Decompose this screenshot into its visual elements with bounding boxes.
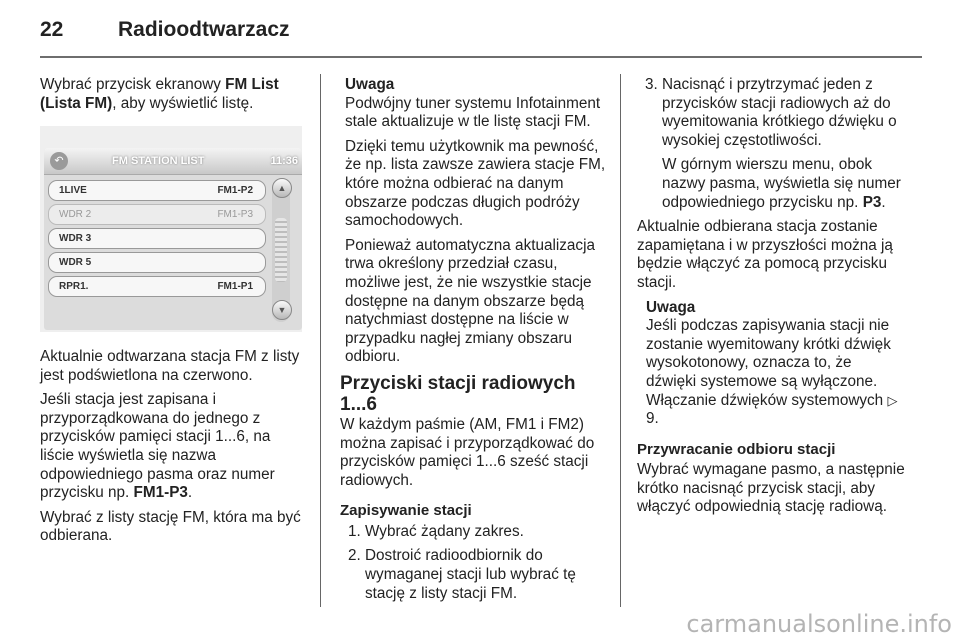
column-3	[637, 76, 905, 523]
fm-station-list-screenshot	[40, 126, 302, 332]
station-row: WDR 3	[48, 228, 266, 249]
station-row: WDR 5	[48, 252, 266, 273]
note-box	[345, 76, 608, 367]
back-icon: ↶	[50, 152, 68, 170]
paragraph-fm-list: Wybrać przycisk ekranowy FM List (Lista FM), aby wyświetlić listę.	[40, 76, 279, 112]
list-item-detail: W górnym wierszu menu, obok nazwy pasma, wyświetla się numer odpowiedniego przycisku np. P3.	[662, 156, 901, 211]
subsection-paragraph: Wybrać wymagane pasmo, a następnie krótko nacisnąć przycisk stacji, aby włączyć odpowiednią stację radiową.	[637, 461, 905, 516]
list-item: 2. Dostroić radioodbiornik do wymaganej stacji lub wybrać tę stację z listy stacji FM.	[348, 547, 576, 602]
note-paragraph: Ponieważ automatyczna aktualizacja trwa określony przedział czasu, możliwe jest, że nie wszystkie stacje dostępne na danym obszarze będą natychmiast dostępne na liście w przypadku nagłej zmiany obszaru odbioru.	[345, 236, 595, 366]
list-item: 1. Wybrać żądany zakres.	[348, 522, 524, 540]
list-item: 3. Nacisnąć i przytrzymać jeden z przycisków stacji radiowych aż do wyemitowania krótkiego dźwięku o wysokiej częstotliwości. W górnym wierszu menu, obok nazwy pasma, wyświetla się numer odpowiedniego przycisku np. P3.	[637, 76, 905, 212]
chapter-title: Radioodtwarzacz	[118, 18, 290, 41]
note-paragraph: Jeśli podczas zapisywania stacji nie zostanie wyemitowany krótki dźwięk wysokotonowy, oznacza to, że dźwięki systemowe są wyłączone. Włączanie dźwięków systemowych ▷ 9.	[646, 317, 898, 428]
preset-ref: FM1-P3	[133, 484, 188, 502]
fm-list-button-ref: FM List (Lista FM)	[40, 76, 279, 112]
screen-clock: 11:36	[270, 155, 298, 167]
radio-screen	[44, 148, 302, 330]
station-row: 1LIVE FM1-P2	[48, 180, 266, 201]
column-2	[340, 76, 608, 609]
note-title: Uwaga	[345, 76, 395, 93]
paragraph-stored-station: Aktualnie odbierana stacja zostanie zapamiętana i w przyszłości można ją będzie włączyć za pomocą przycisku stacji.	[637, 218, 893, 291]
preset-ref: P3	[862, 193, 882, 211]
header-rule	[40, 56, 922, 58]
column-divider-2	[620, 74, 621, 607]
watermark: carmanualsonline.info	[686, 610, 952, 638]
note-paragraph: Dzięki temu użytkownik ma pewność, że np. lista zawsze zawiera stacje FM, które można odbierać na danym obszarze podczas długich podróży samochodowych.	[345, 137, 606, 230]
paragraph-stored: Jeśli stacja jest zapisana i przyporządkowana do jednego z przycisków pamięci stacji 1...6, na liście wyświetla się nazwa odpowiedniego pasma oraz numer przycisku np. FM1-P3.	[40, 391, 275, 502]
paragraph-highlight: Aktualnie odtwarzana stacja FM z listy jest podświetlona na czerwono.	[40, 348, 300, 384]
note-paragraph: Podwójny tuner systemu Infotainment stale aktualizuje w tle listę stacji FM.	[345, 94, 601, 131]
steps-list	[340, 523, 608, 603]
scroll-up-icon: ▲	[272, 178, 292, 198]
paragraph-select: Wybrać z listy stację FM, która ma być odbierana.	[40, 508, 301, 545]
subsection-heading: Przywracanie odbioru stacji	[637, 440, 836, 458]
page-ref-icon: ▷	[887, 392, 898, 408]
scrollbar-thumb	[275, 218, 287, 282]
station-row: WDR 2 FM1-P3	[48, 204, 266, 225]
page-header	[40, 18, 290, 42]
column-1-lower	[40, 348, 308, 552]
subsection-heading: Zapisywanie stacji	[340, 502, 472, 520]
steps-list-continued	[637, 76, 905, 212]
screen-title-bar	[44, 148, 302, 175]
page-ref[interactable]: 9.	[646, 410, 659, 428]
note-box	[646, 299, 905, 429]
page-number: 22	[40, 18, 64, 41]
column-divider-1	[320, 74, 321, 607]
column-1	[40, 76, 308, 119]
note-title: Uwaga	[646, 298, 696, 316]
section-heading: Przyciski stacji radiowych 1...6	[340, 372, 576, 415]
scroll-down-icon: ▼	[272, 300, 292, 320]
station-row: RPR1. FM1-P1	[48, 276, 266, 297]
section-paragraph: W każdym paśmie (AM, FM1 i FM2) można zapisać i przyporządkować do przycisków pamięci 1...6 sześć stacji radiowych.	[340, 415, 595, 489]
screen-title: FM STATION LIST	[112, 155, 205, 167]
